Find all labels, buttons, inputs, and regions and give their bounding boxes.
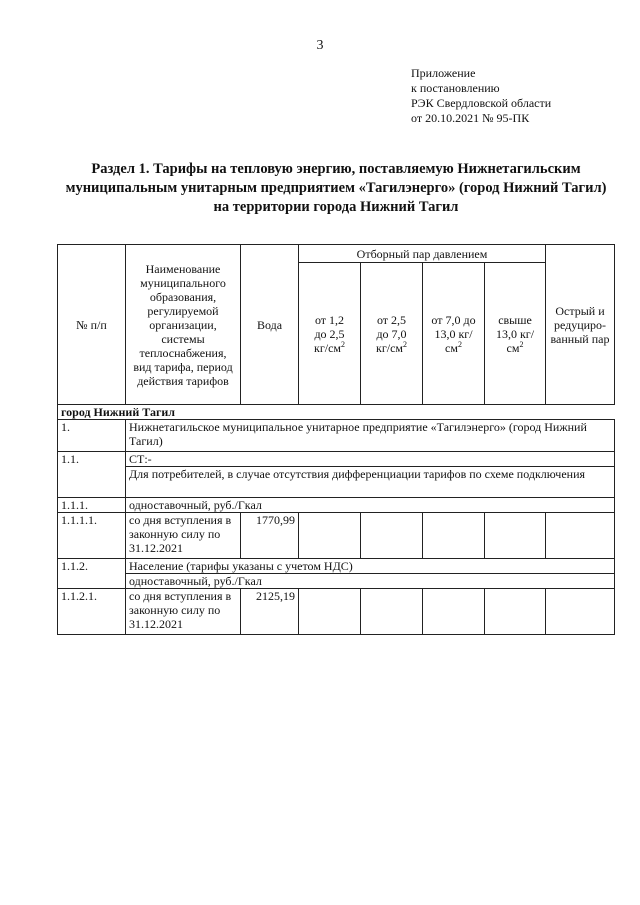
empty-cell [423, 589, 485, 635]
empty-cell [485, 513, 546, 559]
appendix-line: от 20.10.2021 № 95-ПК [411, 111, 530, 125]
appendix-line: к постановлению [411, 81, 500, 95]
header-pressure-4: свыше 13,0 $кг/см^2$ [485, 263, 546, 405]
empty-cell [485, 589, 546, 635]
empty-cell [361, 513, 423, 559]
empty-cell [299, 589, 361, 635]
tariff-table [57, 244, 615, 635]
city-row: город Нижний Тагил [58, 405, 615, 420]
row-text: Население (тарифы указаны с учетом НДС) [126, 559, 615, 574]
section-title: Раздел 1. Тарифы на тепловую энергию, поставляемую Нижнетагильским муниципальным унитарным предприятием «Тагилэнерго» (город Нижний Тагил) на территории города Нижний Тагил [65, 161, 607, 215]
row-text: одноставочный, руб./Гкал [126, 498, 615, 513]
empty-cell [423, 513, 485, 559]
appendix-line: Приложение [411, 66, 476, 80]
header-water: Вода [241, 245, 299, 405]
empty-cell [361, 589, 423, 635]
row-period: со дня вступления в законную силу по 31.12.2021 [126, 513, 241, 559]
header-sharp-steam: Острый и редуциро-ванный пар [546, 245, 615, 405]
appendix-line: РЭК Свердловской области [411, 96, 552, 110]
empty-cell [546, 513, 615, 559]
row-text: Для потребителей, в случае отсутствия дифференциации тарифов по схеме подключения [126, 467, 615, 498]
row-text: СТ:- [126, 452, 615, 467]
row-num: 1.1.1. [58, 498, 126, 513]
header-name: Наименование муниципального образования, регулируемой организации, системы теплоснабжения, вид тарифа, период действия тарифов [126, 245, 241, 405]
appendix-block [411, 66, 551, 126]
row-num: 1.1.2.1. [58, 589, 126, 635]
empty-cell [546, 589, 615, 635]
water-tariff-value: 2125,19 [241, 589, 299, 635]
header-steam-group: Отборный пар давлением [299, 245, 546, 263]
row-num: 1.1. [58, 452, 126, 498]
header-pressure-3: от 7,0 до 13,0 $кг/см^2$ [423, 263, 485, 405]
water-tariff-value: 1770,99 [241, 513, 299, 559]
row-num: 1.1.2. [58, 559, 126, 589]
header-pressure-2: от 2,5 до 7,0 $кг/см^2$ [361, 263, 423, 405]
row-text: Нижнетагильское муниципальное унитарное предприятие «Тагилэнерго» (город Нижний Тагил) [126, 420, 615, 452]
row-num: 1. [58, 420, 126, 452]
page-number: 3 [316, 38, 324, 53]
header-pressure-1: от 1,2 до 2,5 $кг/см^2$ [299, 263, 361, 405]
header-num: № п/п [58, 245, 126, 405]
empty-cell [299, 513, 361, 559]
row-num: 1.1.1.1. [58, 513, 126, 559]
row-period: со дня вступления в законную силу по 31.12.2021 [126, 589, 241, 635]
row-text: одноставочный, руб./Гкал [126, 574, 615, 589]
